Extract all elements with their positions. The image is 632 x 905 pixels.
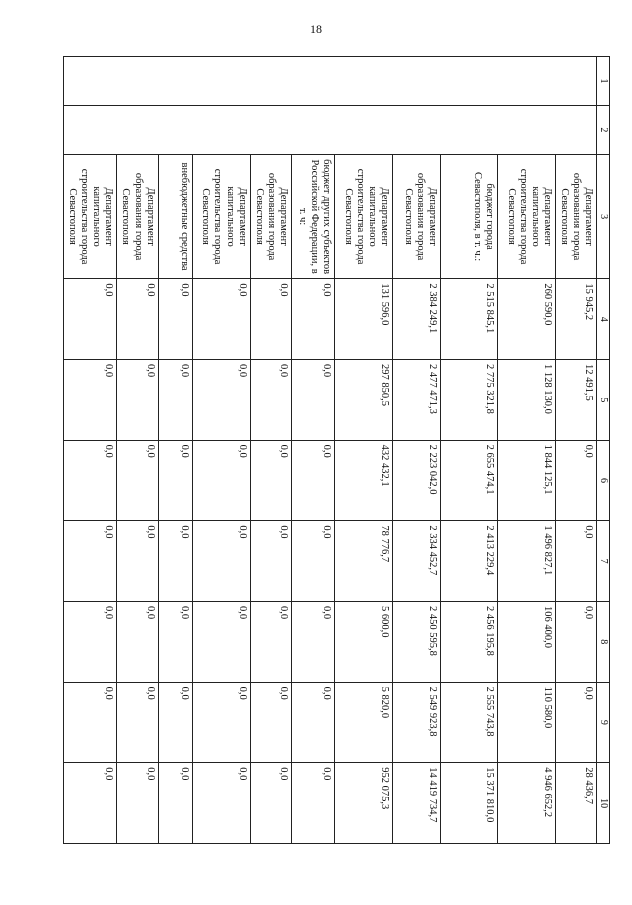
value-cell: 2 413 229,4 — [440, 521, 497, 602]
header-cell: 7 — [597, 521, 610, 602]
value-cell: 0,0 — [192, 763, 250, 844]
table-row — [64, 57, 117, 844]
value-cell: 0,0 — [192, 682, 250, 763]
row-label: Департамент образования города Севастополя — [555, 154, 596, 279]
table-row — [250, 57, 291, 844]
value-cell: 2 655 474,1 — [440, 440, 497, 521]
value-cell: 2 775 321,8 — [440, 360, 497, 441]
value-cell: 0,0 — [250, 601, 291, 682]
value-cell: 15 371 810,0 — [440, 763, 497, 844]
value-cell: 0,0 — [250, 279, 291, 360]
row-label: бюджет других субъектов Российской Федерации, в т. ч: — [291, 154, 334, 279]
table-row — [291, 57, 334, 844]
value-cell: 0,0 — [291, 682, 334, 763]
table-row — [192, 57, 250, 844]
header-row — [597, 57, 610, 844]
value-cell: 0,0 — [117, 763, 158, 844]
value-cell: 0,0 — [64, 360, 117, 441]
header-cell: 10 — [597, 763, 610, 844]
row-label: Департамент капитального строительства города Севастополя — [334, 154, 392, 279]
value-cell: 2 450 595,8 — [392, 601, 440, 682]
value-cell: 432 432,1 — [334, 440, 392, 521]
value-cell: 106 400,0 — [497, 601, 555, 682]
value-cell: 0,0 — [64, 440, 117, 521]
row-label: бюджет города Севастополя, в т. ч.: — [440, 154, 497, 279]
value-cell: 0,0 — [291, 601, 334, 682]
value-cell: 1 128 130,0 — [497, 360, 555, 441]
row-label: внебюджетные средства — [158, 154, 192, 279]
row-label: Департамент образования города Севастополя — [250, 154, 291, 279]
value-cell: 110 580,0 — [497, 682, 555, 763]
value-cell: 0,0 — [64, 601, 117, 682]
value-cell: 131 596,0 — [334, 279, 392, 360]
value-cell: 0,0 — [250, 521, 291, 602]
value-cell: 15 945,2 — [555, 279, 596, 360]
column-2-cell — [64, 105, 597, 154]
value-cell: 0,0 — [555, 682, 596, 763]
table-row — [117, 57, 158, 844]
value-cell: 0,0 — [117, 601, 158, 682]
value-cell: 0,0 — [192, 360, 250, 441]
value-cell: 2 384 249,1 — [392, 279, 440, 360]
value-cell: 2 456 195,8 — [440, 601, 497, 682]
value-cell: 2 334 452,7 — [392, 521, 440, 602]
value-cell: 0,0 — [291, 763, 334, 844]
table-frame — [67, 56, 610, 844]
header-cell: 9 — [597, 682, 610, 763]
header-cell: 1 — [597, 57, 610, 106]
row-label: Департамент образования города Севастополя — [392, 154, 440, 279]
value-cell: 2 515 845,1 — [440, 279, 497, 360]
table-row — [392, 57, 440, 844]
table-row — [497, 57, 555, 844]
value-cell: 0,0 — [158, 601, 192, 682]
value-cell: 0,0 — [192, 279, 250, 360]
table-body — [64, 57, 610, 844]
value-cell: 4 946 652,2 — [497, 763, 555, 844]
value-cell: 12 491,5 — [555, 360, 596, 441]
budget-table — [63, 56, 610, 844]
row-label: Департамент капитального строительства города Севастополя — [497, 154, 555, 279]
value-cell: 2 477 471,3 — [392, 360, 440, 441]
value-cell: 2 549 923,8 — [392, 682, 440, 763]
value-cell: 0,0 — [555, 601, 596, 682]
header-cell: 2 — [597, 105, 610, 154]
header-cell: 8 — [597, 601, 610, 682]
header-cell: 5 — [597, 360, 610, 441]
value-cell: 5 600,0 — [334, 601, 392, 682]
value-cell: 0,0 — [158, 682, 192, 763]
value-cell: 28 436,7 — [555, 763, 596, 844]
value-cell: 0,0 — [158, 440, 192, 521]
value-cell: 78 776,7 — [334, 521, 392, 602]
value-cell: 0,0 — [117, 521, 158, 602]
value-cell: 0,0 — [117, 360, 158, 441]
rotated-table — [67, 56, 610, 844]
value-cell: 2 223 042,0 — [392, 440, 440, 521]
table-row — [555, 57, 596, 844]
value-cell: 0,0 — [64, 682, 117, 763]
value-cell: 0,0 — [64, 763, 117, 844]
value-cell: 1 496 827,1 — [497, 521, 555, 602]
value-cell: 0,0 — [117, 279, 158, 360]
table-row — [440, 57, 497, 844]
page-number: 18 — [310, 22, 322, 36]
table-row — [158, 57, 192, 844]
value-cell: 0,0 — [192, 521, 250, 602]
value-cell: 0,0 — [158, 763, 192, 844]
header-cell: 6 — [597, 440, 610, 521]
header-cell: 4 — [597, 279, 610, 360]
value-cell: 0,0 — [250, 360, 291, 441]
value-cell: 0,0 — [250, 682, 291, 763]
value-cell: 1 844 125,1 — [497, 440, 555, 521]
value-cell: 0,0 — [158, 279, 192, 360]
value-cell: 14 419 734,7 — [392, 763, 440, 844]
value-cell: 5 820,0 — [334, 682, 392, 763]
value-cell: 260 590,0 — [497, 279, 555, 360]
value-cell: 0,0 — [192, 601, 250, 682]
value-cell: 0,0 — [555, 521, 596, 602]
row-label: Департамент капитального строительства города Севастополя — [64, 154, 117, 279]
value-cell: 0,0 — [117, 682, 158, 763]
row-label: Департамент образования города Севастополя — [117, 154, 158, 279]
value-cell: 0,0 — [555, 440, 596, 521]
column-1-cell — [64, 57, 597, 106]
value-cell: 0,0 — [291, 440, 334, 521]
value-cell: 297 850,5 — [334, 360, 392, 441]
value-cell: 0,0 — [291, 279, 334, 360]
header-cell: 3 — [597, 154, 610, 279]
value-cell: 952 075,3 — [334, 763, 392, 844]
value-cell: 0,0 — [291, 360, 334, 441]
value-cell: 0,0 — [158, 360, 192, 441]
value-cell: 0,0 — [291, 521, 334, 602]
value-cell: 0,0 — [117, 440, 158, 521]
value-cell: 0,0 — [250, 440, 291, 521]
table-row — [334, 57, 392, 844]
value-cell: 0,0 — [64, 521, 117, 602]
value-cell: 0,0 — [192, 440, 250, 521]
value-cell: 0,0 — [250, 763, 291, 844]
value-cell: 0,0 — [158, 521, 192, 602]
value-cell: 0,0 — [64, 279, 117, 360]
row-label: Департамент капитального строительства города Севастополя — [192, 154, 250, 279]
value-cell: 2 555 743,8 — [440, 682, 497, 763]
